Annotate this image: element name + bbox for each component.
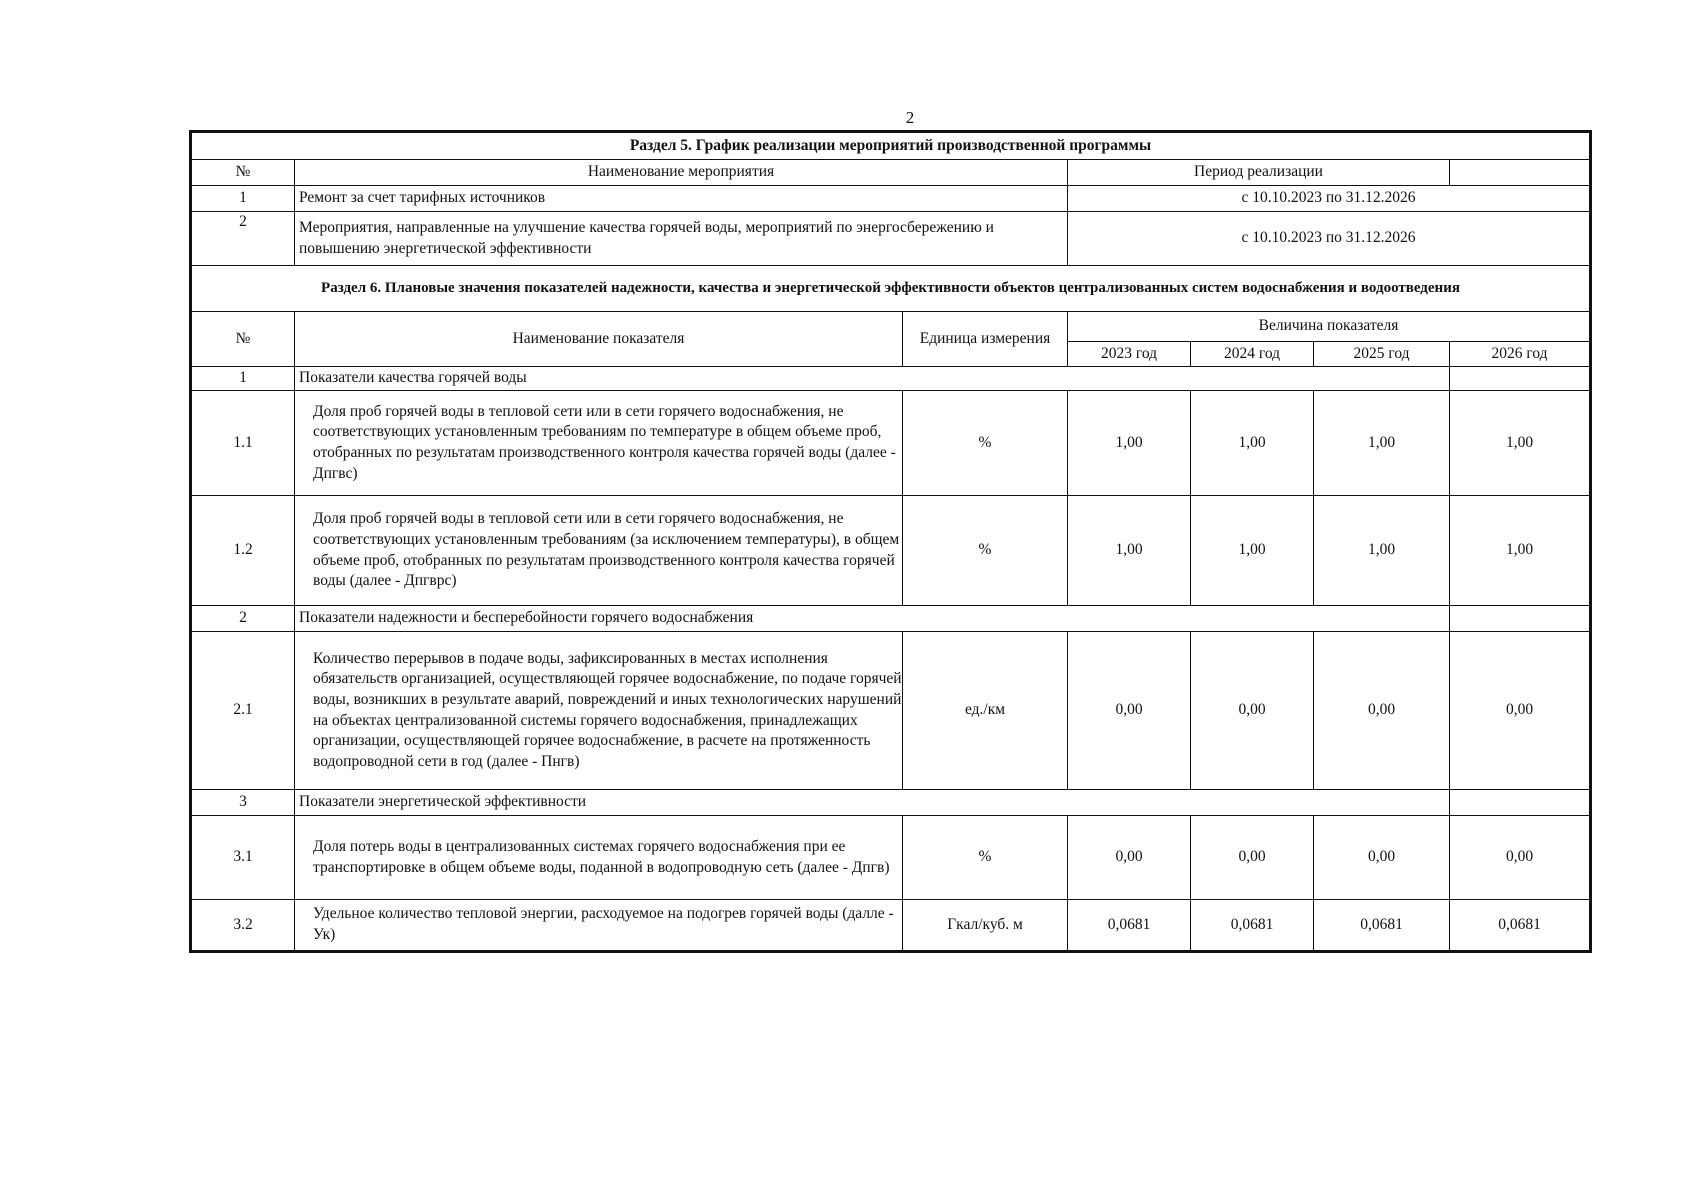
indicator-no: 3.2: [191, 900, 295, 952]
page-number: 2: [905, 108, 915, 127]
section6-col-name: Наименование показателя: [295, 312, 903, 367]
indicator-value: 0,00: [1191, 816, 1314, 900]
section5-col-name: Наименование мероприятия: [295, 160, 1068, 186]
indicator-unit: ед./км: [903, 632, 1068, 790]
indicator-value: 0,0681: [1068, 900, 1191, 952]
indicator-unit: %: [903, 496, 1068, 606]
indicator-value: 1,00: [1191, 391, 1314, 496]
indicator-value: 0,00: [1068, 816, 1191, 900]
indicator-value: 1,00: [1191, 496, 1314, 606]
indicator-value: 1,00: [1068, 496, 1191, 606]
indicator-no: 1.2: [191, 496, 295, 606]
indicator-name: Доля потерь воды в централизованных системах горячего водоснабжения при ее транспортировке в общем объеме воды, поданной в водопроводную сеть (далее - Дпгв): [295, 816, 903, 900]
section6-col-value: Величина показателя: [1068, 312, 1591, 342]
group-no: 1: [191, 367, 295, 391]
section5-row-period: с 10.10.2023 по 31.12.2026: [1068, 186, 1591, 212]
section5-col-empty: [1450, 160, 1591, 186]
group-empty-cell: [1450, 790, 1591, 816]
indicator-value: 0,0681: [1450, 900, 1591, 952]
year-header: 2023 год: [1068, 342, 1191, 367]
indicator-unit: Гкал/куб. м: [903, 900, 1068, 952]
indicator-value: 0,0681: [1191, 900, 1314, 952]
section5-title: Раздел 5. График реализации мероприятий производственной программы: [191, 132, 1591, 160]
section5-row-no: 1: [191, 186, 295, 212]
group-name: Показатели энергетической эффективности: [295, 790, 1450, 816]
year-header: 2025 год: [1314, 342, 1450, 367]
section5-col-no: №: [191, 160, 295, 186]
indicator-no: 2.1: [191, 632, 295, 790]
indicator-unit: %: [903, 816, 1068, 900]
indicator-name: Удельное количество тепловой энергии, расходуемое на подогрев горячей воды (далле - Ук): [295, 900, 903, 952]
indicator-no: 3.1: [191, 816, 295, 900]
indicator-no: 1.1: [191, 391, 295, 496]
group-no: 2: [191, 606, 295, 632]
indicator-name: Количество перерывов в подаче воды, зафиксированных в местах исполнения обязательств организацией, осуществляющей горячее водоснабжение, по подаче горячей воды, возникших в результате аварий, повреждений и иных технологических нарушений на объектах централизованной системы горячего водоснабжения, принадлежащих организации, осуществляющей горячее водоснабжение, в расчете на протяженность водопроводной сети в год (далее - Пнгв): [295, 632, 903, 790]
indicator-value: 1,00: [1314, 496, 1450, 606]
section5-row-period: с 10.10.2023 по 31.12.2026: [1068, 212, 1591, 266]
indicator-value: 1,00: [1314, 391, 1450, 496]
indicator-name: Доля проб горячей воды в тепловой сети или в сети горячего водоснабжения, не соответствующих установленным требованиям (за исключением температуры), в общем объеме проб, отобранных по результатам производственного контроля качества горячей воды (далее - Дпгврс): [295, 496, 903, 606]
year-header: 2026 год: [1450, 342, 1591, 367]
group-no: 3: [191, 790, 295, 816]
indicator-value: 0,00: [1450, 816, 1591, 900]
section5-row-no: 2: [191, 212, 295, 266]
indicator-value: 0,00: [1068, 632, 1191, 790]
section6-col-unit: Единица измерения: [903, 312, 1068, 367]
group-empty-cell: [1450, 606, 1591, 632]
indicator-unit: %: [903, 391, 1068, 496]
indicator-value: 1,00: [1068, 391, 1191, 496]
section5-row-name: Ремонт за счет тарифных источников: [295, 186, 1068, 212]
indicator-value: 0,00: [1314, 816, 1450, 900]
indicator-value: 0,00: [1314, 632, 1450, 790]
indicator-value: 0,0681: [1314, 900, 1450, 952]
indicator-value: 0,00: [1191, 632, 1314, 790]
indicator-name: Доля проб горячей воды в тепловой сети или в сети горячего водоснабжения, не соответствующих установленным требованиям по температуре в общем объеме проб, отобранных по результатам производственного контроля качества горячей воды (далее - Дпгвс): [295, 391, 903, 496]
section5-col-period: Период реализации: [1068, 160, 1450, 186]
year-header: 2024 год: [1191, 342, 1314, 367]
group-name: Показатели надежности и бесперебойности горячего водоснабжения: [295, 606, 1450, 632]
indicator-value: 1,00: [1450, 496, 1591, 606]
section5-row-name: Мероприятия, направленные на улучшение качества горячей воды, мероприятий по энергосбережению и повышению энергетической эффективности: [295, 212, 1068, 266]
section6-col-no: №: [191, 312, 295, 367]
group-name: Показатели качества горячей воды: [295, 367, 1450, 391]
production-program-table: [189, 130, 1592, 953]
indicator-value: 0,00: [1450, 632, 1591, 790]
section6-title: Раздел 6. Плановые значения показателей надежности, качества и энергетической эффективности объектов централизованных систем водоснабжения и водоотведения: [191, 266, 1591, 312]
indicator-value: 1,00: [1450, 391, 1591, 496]
group-empty-cell: [1450, 367, 1591, 391]
